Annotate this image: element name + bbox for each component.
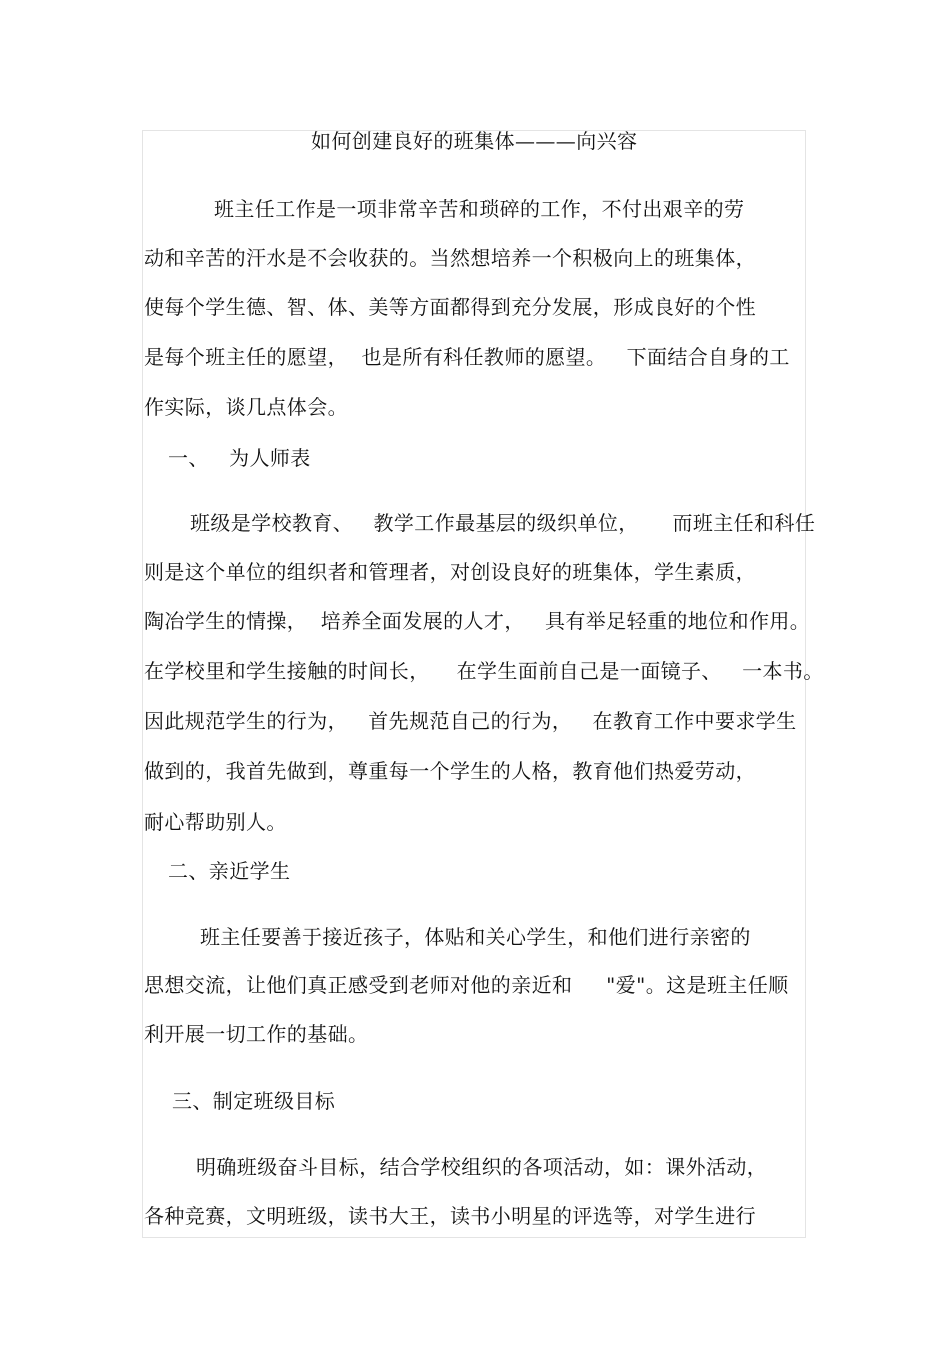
paragraph-2-line-5: 因此规范学生的行为， 首先规范自己的行为， 在教育工作中要求学生 [144,709,797,733]
paragraph-2-line-3: 陶冶学生的情操， 培养全面发展的人才， 具有举足轻重的地位和作用。 [144,609,811,633]
paragraph-2-line-7: 耐心帮助别人。 [144,810,287,834]
paragraph-3-line-1: 班主任要善于接近孩子，体贴和关心学生，和他们进行亲密的 [200,925,751,949]
paragraph-1-line-4: 是每个班主任的愿望， 也是所有科任教师的愿望。 下面结合自身的工 [144,345,790,369]
paragraph-2-line-1: 班级是学校教育、 教学工作最基层的级织单位， 而班主任和科任 [190,511,816,535]
section-heading-1: 一、 为人师表 [168,446,311,470]
paragraph-3-line-3: 利开展一切工作的基础。 [144,1022,369,1046]
section-heading-3: 三、制定班级目标 [172,1089,336,1113]
paragraph-3-line-2: 思想交流，让他们真正感受到老师对他的亲近和 "爱"。这是班主任顺 [144,973,789,997]
paragraph-1-line-5: 作实际，谈几点体会。 [144,395,348,419]
paragraph-1-line-1: 班主任工作是一项非常辛苦和琐碎的工作，不付出艰辛的劳 [214,197,745,221]
paragraph-1-line-2: 动和辛苦的汗水是不会收获的。当然想培养一个积极向上的班集体， [144,246,756,270]
paragraph-4-line-2: 各种竞赛，文明班级，读书大王，读书小明星的评选等，对学生进行 [144,1204,756,1228]
document-title: 如何创建良好的班集体———向兴容 [311,129,638,153]
paragraph-1-line-3: 使每个学生德、智、体、美等方面都得到充分发展，形成良好的个性 [144,295,756,319]
paragraph-2-line-2: 则是这个单位的组织者和管理者，对创设良好的班集体，学生素质， [144,560,756,584]
paragraph-2-line-4: 在学校里和学生接触的时间长， 在学生面前自己是一面镜子、 一本书。 [144,659,824,683]
paragraph-4-line-1: 明确班级奋斗目标，结合学校组织的各项活动，如：课外活动， [196,1155,768,1179]
section-heading-2: 二、亲近学生 [168,859,291,883]
paragraph-2-line-6: 做到的，我首先做到，尊重每一个学生的人格，教育他们热爱劳动， [144,759,756,783]
